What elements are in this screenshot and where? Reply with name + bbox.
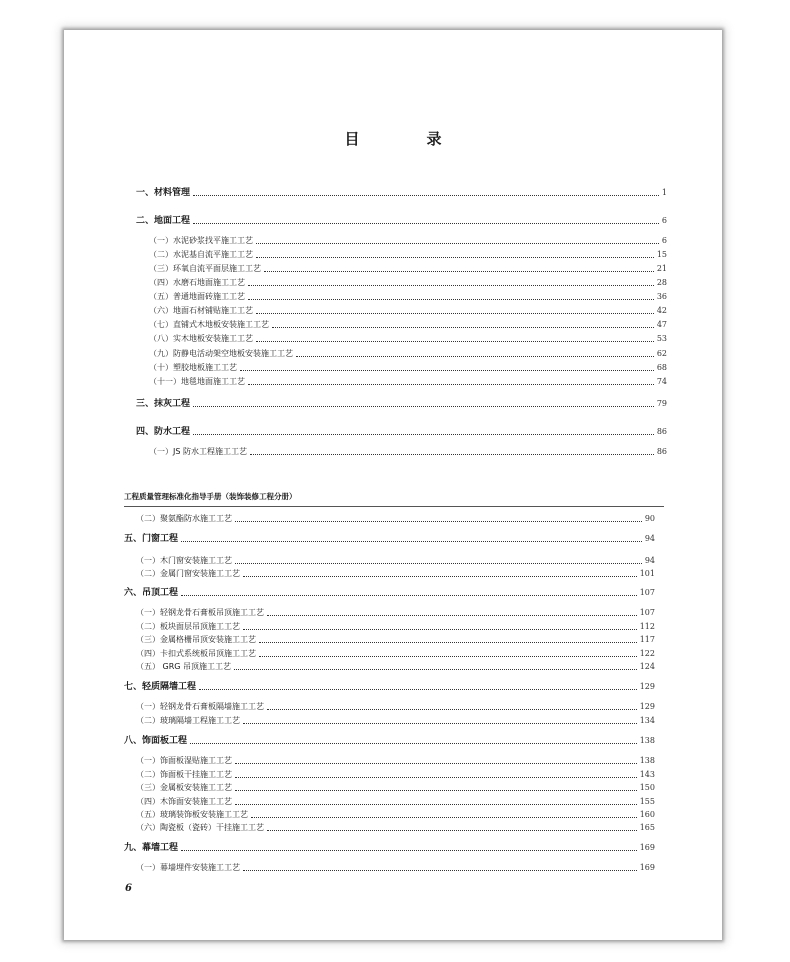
dot-leader <box>235 804 637 805</box>
toc-subsection-entry[interactable] <box>149 347 667 361</box>
toc-entry-label: （八）实木地板安装施工工艺 <box>149 334 253 343</box>
toc-entry-label: 九、幕墙工程 <box>124 843 179 853</box>
dot-leader <box>235 763 637 764</box>
toc-entry-page-number: 90 <box>644 514 655 523</box>
toc-entry-page-number: 129 <box>639 702 655 711</box>
dot-leader <box>235 777 637 778</box>
dot-leader <box>235 790 637 791</box>
toc-subsection-entry[interactable] <box>136 633 655 647</box>
toc-entry-page-number: 15 <box>656 250 667 259</box>
dot-leader <box>243 870 637 871</box>
toc-entry-page-number: 74 <box>656 377 667 386</box>
toc-section-entry[interactable] <box>136 214 667 228</box>
toc-subsection-entry[interactable] <box>136 821 655 835</box>
toc-entry-page-number: 165 <box>639 823 655 832</box>
toc-entry-label: 三、抹灰工程 <box>136 399 191 409</box>
toc-entry-label: （一）轻钢龙骨石膏板吊顶施工工艺 <box>136 608 264 617</box>
dot-leader <box>193 195 659 196</box>
toc-entry-label: （五）普通地面砖施工工艺 <box>149 292 245 301</box>
toc-subsection-entry[interactable] <box>136 606 655 620</box>
dot-leader <box>256 243 659 244</box>
toc-entry-label: 六、吊顶工程 <box>124 588 179 598</box>
toc-subsection-entry[interactable] <box>149 234 667 248</box>
dot-leader <box>243 629 637 630</box>
dot-leader <box>243 723 637 724</box>
toc-entry-page-number: 101 <box>639 569 655 578</box>
toc-entry-page-number: 169 <box>639 843 655 852</box>
dot-leader <box>193 406 654 407</box>
toc-subsection-entry[interactable] <box>136 714 655 728</box>
toc-entry-label: （六）地面石材铺贴施工工艺 <box>149 306 253 315</box>
toc-entry-label: （二）板块面层吊顶施工工艺 <box>136 622 240 631</box>
toc-entry-label: （二）饰面板干挂施工工艺 <box>136 770 232 779</box>
toc-entry-label: （七）直铺式木地板安装施工工艺 <box>149 320 269 329</box>
toc-section-entry[interactable] <box>136 186 667 200</box>
dot-leader <box>181 541 642 542</box>
toc-entry-label: 二、地面工程 <box>136 216 191 226</box>
dot-leader <box>240 370 654 371</box>
toc-subsection-entry[interactable] <box>149 332 667 346</box>
toc-entry-label: （四）水磨石地面施工工艺 <box>149 278 245 287</box>
toc-entry-page-number: 68 <box>656 363 667 372</box>
toc-entry-label: （二）水泥基自流平施工工艺 <box>149 250 253 259</box>
toc-entry-label: 八、饰面板工程 <box>124 736 188 746</box>
toc-entry-label: （三）金属格栅吊顶安装施工工艺 <box>136 635 256 644</box>
dot-leader <box>251 817 637 818</box>
toc-entry-label: （一）水泥砂浆找平施工工艺 <box>149 236 253 245</box>
document-page <box>64 30 722 940</box>
toc-entry-label: （二）聚氨酯防水施工工艺 <box>136 514 232 523</box>
dot-leader <box>259 642 637 643</box>
toc-subsection-entry[interactable] <box>136 808 655 822</box>
toc-section-entry[interactable] <box>124 586 655 600</box>
toc-subsection-entry[interactable] <box>136 647 655 661</box>
toc-subsection-entry[interactable] <box>136 768 655 782</box>
dot-leader <box>193 434 654 435</box>
toc-subsection-entry[interactable] <box>149 248 667 262</box>
toc-entry-label: （十一）地毯地面施工工艺 <box>149 377 245 386</box>
toc-entry-label: （五）玻璃装饰板安装施工工艺 <box>136 810 248 819</box>
toc-entry-page-number: 53 <box>656 334 667 343</box>
dot-leader <box>248 285 654 286</box>
toc-entry-page-number: 160 <box>639 810 655 819</box>
toc-entry-page-number: 6 <box>661 216 667 225</box>
toc-entry-page-number: 169 <box>639 863 655 872</box>
toc-subsection-entry[interactable] <box>136 754 655 768</box>
toc-subsection-entry[interactable] <box>136 567 655 581</box>
toc-entry-page-number: 94 <box>644 534 655 543</box>
dot-leader <box>243 576 637 577</box>
toc-subsection-entry[interactable] <box>149 361 667 375</box>
toc-entry-label: （五） GRG 吊顶施工工艺 <box>136 662 232 671</box>
toc-entry-page-number: 143 <box>639 770 655 779</box>
page-number: 6 <box>125 883 132 894</box>
toc-entry-page-number: 155 <box>639 797 655 806</box>
toc-subsection-entry[interactable] <box>149 304 667 318</box>
toc-subsection-entry[interactable] <box>149 445 667 459</box>
toc-subsection-entry[interactable] <box>149 262 667 276</box>
toc-entry-page-number: 129 <box>639 682 655 691</box>
toc-entry-label: （三）环氧自流平面层施工工艺 <box>149 264 261 273</box>
toc-subsection-entry[interactable] <box>149 375 667 389</box>
toc-entry-label: 四、防水工程 <box>136 427 191 437</box>
toc-entry-page-number: 107 <box>639 588 655 597</box>
dot-leader <box>256 257 654 258</box>
toc-entry-label: （六）陶瓷板（瓷砖）干挂施工工艺 <box>136 823 264 832</box>
toc-entry-label: （四）卡扣式系统板吊顶施工工艺 <box>136 649 256 658</box>
toc-entry-page-number: 122 <box>639 649 655 658</box>
dot-leader <box>248 384 654 385</box>
toc-subsection-entry[interactable] <box>136 781 655 795</box>
toc-subsection-entry[interactable] <box>136 512 655 526</box>
dot-leader <box>190 743 637 744</box>
toc-subsection-entry[interactable] <box>149 318 667 332</box>
dot-leader <box>193 223 659 224</box>
dot-leader <box>250 454 654 455</box>
toc-entry-page-number: 94 <box>644 556 655 565</box>
toc-section-entry[interactable] <box>124 680 655 694</box>
toc-subsection-entry[interactable] <box>136 861 655 875</box>
toc-section-entry[interactable] <box>136 425 667 439</box>
dot-leader <box>256 313 654 314</box>
dot-leader <box>248 299 654 300</box>
toc-entry-page-number: 134 <box>639 716 655 725</box>
toc-entry-page-number: 6 <box>661 236 667 245</box>
toc-subsection-entry[interactable] <box>136 620 655 634</box>
toc-entry-page-number: 79 <box>656 399 667 408</box>
toc-entry-label: （一）木门窗安装施工工艺 <box>136 556 232 565</box>
toc-entry-label: （一）轻钢龙骨石膏板隔墙施工工艺 <box>136 702 264 711</box>
toc-entry-page-number: 86 <box>656 427 667 436</box>
toc-entry-label: （十）塑胶地板施工工艺 <box>149 363 237 372</box>
toc-entry-page-number: 62 <box>656 349 667 358</box>
toc-entry-page-number: 117 <box>639 635 655 644</box>
toc-entry-label: （二）玻璃隔墙工程施工工艺 <box>136 716 240 725</box>
toc-entry-page-number: 1 <box>661 188 667 197</box>
toc-entry-label: （一）饰面板湿贴施工工艺 <box>136 756 232 765</box>
dot-leader <box>267 709 637 710</box>
dot-leader <box>235 563 642 564</box>
dot-leader <box>181 850 637 851</box>
dot-leader <box>256 341 654 342</box>
toc-entry-label: 七、轻质隔墙工程 <box>124 682 197 692</box>
dot-leader <box>181 595 637 596</box>
toc-entry-page-number: 138 <box>639 736 655 745</box>
dot-leader <box>264 271 654 272</box>
running-header: 工程质量管理标准化指导手册（装饰装修工程分册） <box>124 492 297 501</box>
toc-subsection-entry[interactable] <box>149 290 667 304</box>
toc-section-entry[interactable] <box>124 841 655 855</box>
toc-entry-page-number: 47 <box>656 320 667 329</box>
toc-entry-label: （一）幕墙埋件安装施工工艺 <box>136 863 240 872</box>
toc-entry-label: （二）金属门窗安装施工工艺 <box>136 569 240 578</box>
toc-entry-label: 一、材料管理 <box>136 188 191 198</box>
toc-entry-label: （三）金属板安装施工工艺 <box>136 783 232 792</box>
dot-leader <box>234 669 637 670</box>
toc-entry-page-number: 36 <box>656 292 667 301</box>
toc-entry-page-number: 150 <box>639 783 655 792</box>
toc-subsection-entry[interactable] <box>149 276 667 290</box>
toc-entry-label: （一）JS 防水工程施工工艺 <box>149 447 247 456</box>
toc-entry-page-number: 112 <box>639 622 655 631</box>
toc-entry-page-number: 138 <box>639 756 655 765</box>
toc-entry-page-number: 107 <box>639 608 655 617</box>
dot-leader <box>296 356 654 357</box>
toc-subsection-entry[interactable] <box>136 660 655 674</box>
toc-entry-page-number: 21 <box>656 264 667 273</box>
toc-subsection-entry[interactable] <box>136 795 655 809</box>
toc-entry-label: （四）木饰面安装施工工艺 <box>136 797 232 806</box>
header-rule <box>124 506 664 507</box>
toc-entry-label: （九）防静电活动架空地板安装施工工艺 <box>149 349 293 358</box>
dot-leader <box>272 327 654 328</box>
toc-section-entry[interactable] <box>124 532 655 546</box>
toc-section-entry[interactable] <box>136 397 667 411</box>
toc-entry-page-number: 124 <box>639 662 655 671</box>
dot-leader <box>235 521 642 522</box>
dot-leader <box>259 656 637 657</box>
toc-entry-page-number: 86 <box>656 447 667 456</box>
toc-entry-page-number: 28 <box>656 278 667 287</box>
toc-entry-page-number: 42 <box>656 306 667 315</box>
dot-leader <box>267 830 637 831</box>
page-title: 目 录 <box>344 130 468 148</box>
toc-section-entry[interactable] <box>124 734 655 748</box>
dot-leader <box>267 615 637 616</box>
toc-subsection-entry[interactable] <box>136 700 655 714</box>
toc-subsection-entry[interactable] <box>136 554 655 568</box>
toc-entry-label: 五、门窗工程 <box>124 534 179 544</box>
dot-leader <box>199 689 637 690</box>
